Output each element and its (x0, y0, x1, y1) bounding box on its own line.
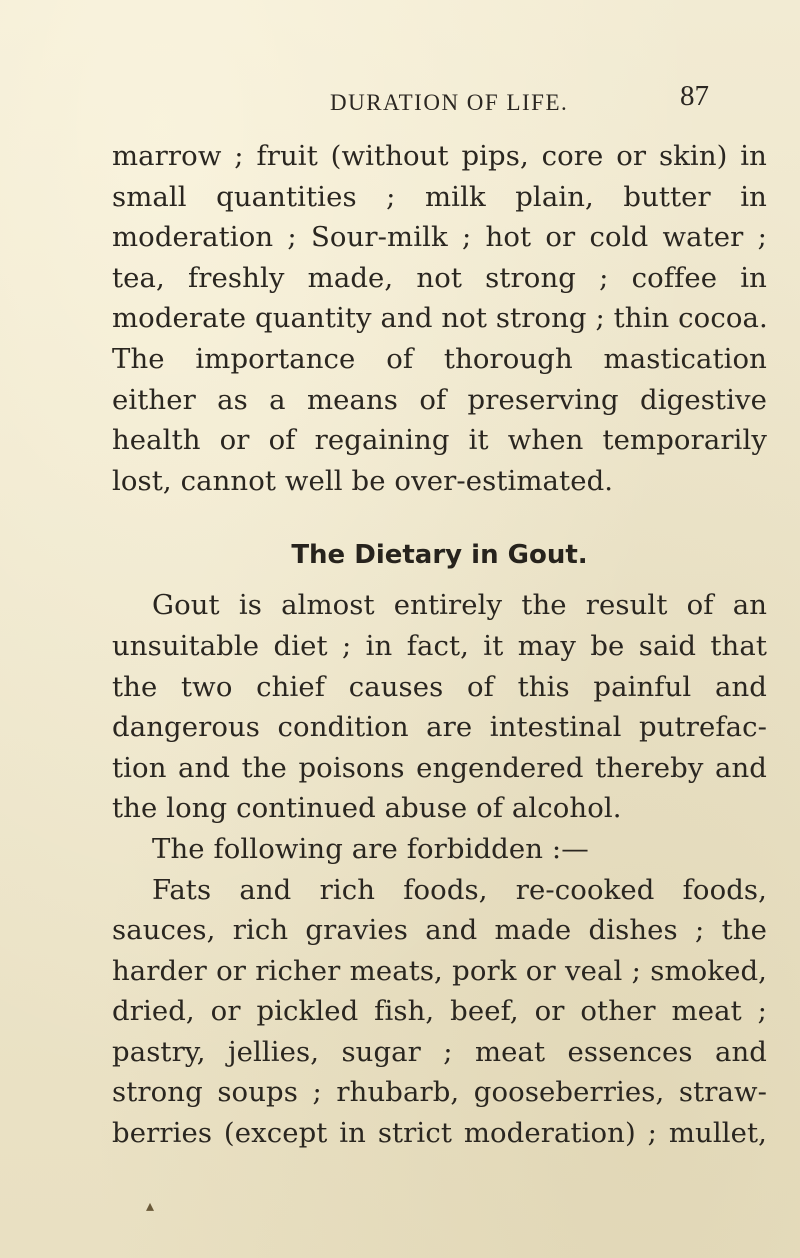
paragraph-gout-causes (112, 585, 767, 829)
text-line: moderate quantity and not strong ; thin cocoa. (112, 302, 768, 335)
page-header (0, 80, 800, 126)
text-line: pastry, jellies, sugar ; meat essences and (112, 1035, 767, 1068)
running-title: DURATION OF LIFE. (330, 90, 569, 115)
text-line: sauces, rich gravies and made dishes ; the (112, 914, 767, 947)
paragraph-forbidden-list (112, 870, 767, 1154)
text-line: berries (except in strict moderation) ; mullet, (112, 1117, 767, 1150)
text-line: the two chief causes of this painful and (112, 670, 767, 703)
body-text (112, 136, 767, 1154)
text-line: dangerous condition are intestinal putrefac- (112, 711, 767, 744)
text-line: unsuitable diet ; in fact, it may be said that (112, 629, 767, 662)
section-heading: The Dietary in Gout. (291, 540, 588, 571)
text-line: strong soups ; rhubarb, gooseberries, straw- (112, 1076, 767, 1109)
text-line: Fats and rich foods, re-cooked foods, (152, 873, 767, 906)
text-line: dried, or pickled fish, beef, or other meat ; (112, 995, 767, 1028)
text-line: marrow ; fruit (without pips, core or skin) in (112, 140, 767, 172)
text-line: small quantities ; milk plain, butter in (112, 180, 767, 213)
text-line: harder or richer meats, pork or veal ; smoked, (112, 954, 767, 987)
paragraph-continuation (112, 136, 767, 501)
text-line: The following are forbidden :— (152, 832, 589, 865)
text-line: The importance of thorough mastication (112, 342, 767, 375)
text-line: tea, freshly made, not strong ; coffee in (112, 261, 767, 294)
page-number: 87 (680, 80, 709, 112)
text-line: lost, cannot well be over-estimated. (112, 464, 614, 497)
text-line: Gout is almost entirely the result of an (152, 589, 767, 622)
text-line: health or of regaining it when temporarily (112, 424, 767, 457)
text-line: tion and the poisons engendered thereby and (112, 751, 767, 784)
paragraph-forbidden-intro (112, 829, 767, 870)
text-line: either as a means of preserving digestive (112, 383, 767, 416)
text-line: the long continued abuse of alcohol. (112, 792, 622, 825)
text-line: moderation ; Sour-milk ; hot or cold water ; (112, 221, 767, 254)
paper-blemish-icon: ▴ (146, 1196, 155, 1215)
